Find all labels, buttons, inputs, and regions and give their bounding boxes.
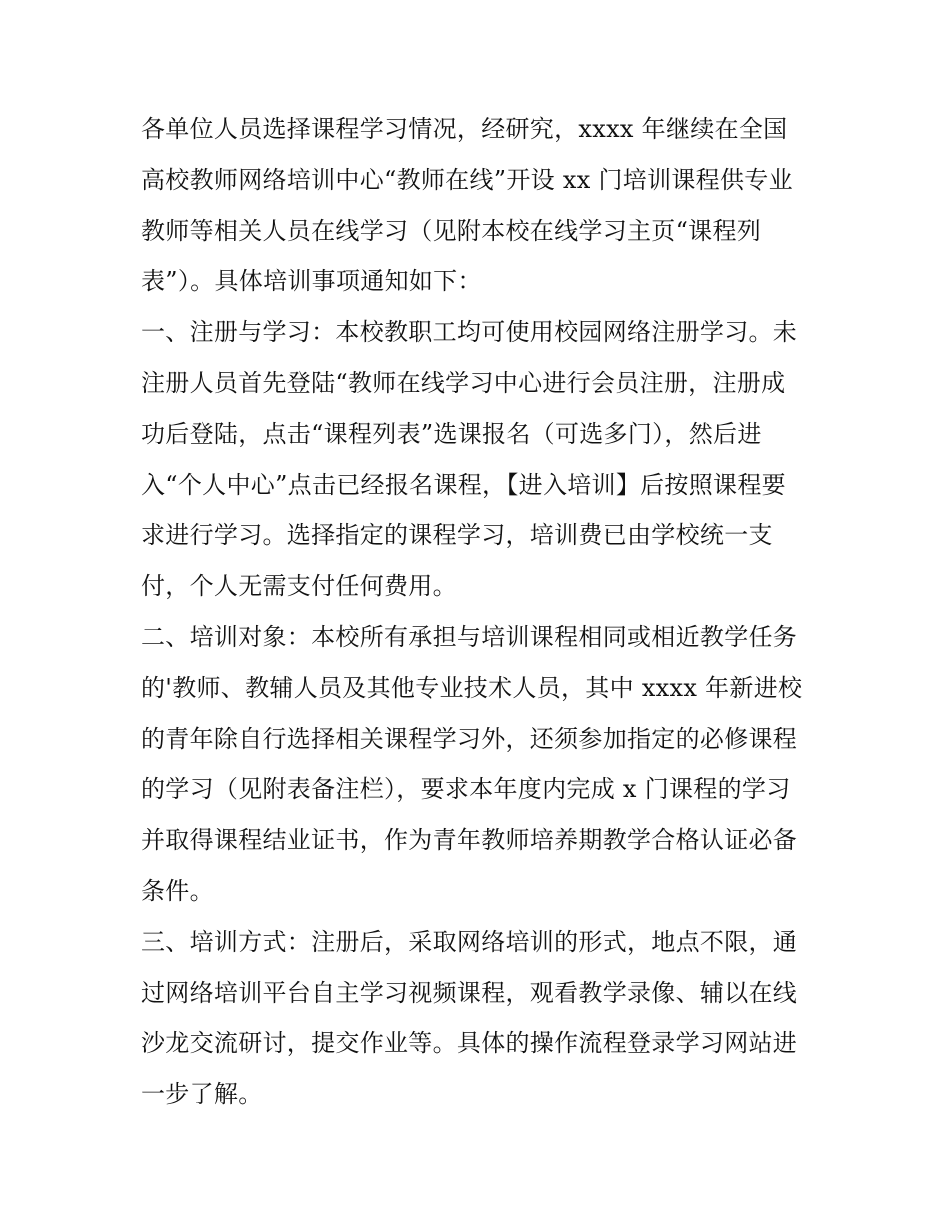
section-1-heading-line: 一、注册与学习：本校教职工均可使用校园网络注册学习。未 (141, 318, 798, 347)
text-line: 的青年除自行选择相关课程学习外，还须参加指定的必修课程 (141, 724, 798, 753)
text-line: 各单位人员选择课程学习情况，经研究，xxxx 年继续在全国 (141, 115, 788, 143)
text-line: 表”）。具体培训事项通知如下： (141, 267, 482, 296)
text-line: 沙龙交流研讨，提交作业等。具体的操作流程登录学习网站进 (141, 1029, 798, 1058)
text-line: 一步了解。 (141, 1080, 263, 1109)
section-3-heading-line: 三、培训方式：注册后，采取网络培训的形式，地点不限，通 (141, 927, 798, 956)
text-line: 条件。 (141, 876, 214, 905)
text-line: 入“个人中心”点击已经报名课程，【进入培训】后按照课程要 (141, 470, 786, 499)
text-line: 过网络培训平台自主学习视频课程，观看教学录像、辅以在线 (141, 978, 798, 1007)
text-line: 高校教师网络培训中心“教师在线”开设 xx 门培训课程供专业 (141, 165, 793, 194)
text-line: 教师等相关人员在线学习（见附本校在线学习主页“课程列 (141, 216, 762, 245)
document-body (141, 104, 821, 1120)
text-line: 功后登陆，点击“课程列表”选课报名（可选多门），然后进 (141, 419, 762, 448)
text-line: 求进行学习。选择指定的课程学习，培训费已由学校统一支 (141, 521, 773, 550)
text-line: 的'教师、教辅人员及其他专业技术人员，其中 xxxx 年新进校 (141, 673, 803, 702)
section-2-heading-line: 二、培训对象：本校所有承担与培训课程相同或相近教学任务 (141, 622, 798, 651)
text-line: 注册人员首先登陆“教师在线学习中心进行会员注册，注册成 (141, 368, 786, 397)
text-line: 付，个人无需支付任何费用。 (141, 572, 457, 601)
text-line: 并取得课程结业证书，作为青年教师培养期教学合格认证必备 (141, 826, 798, 855)
text-line: 的学习（见附表备注栏），要求本年度内完成 x 门课程的学习 (141, 775, 791, 804)
